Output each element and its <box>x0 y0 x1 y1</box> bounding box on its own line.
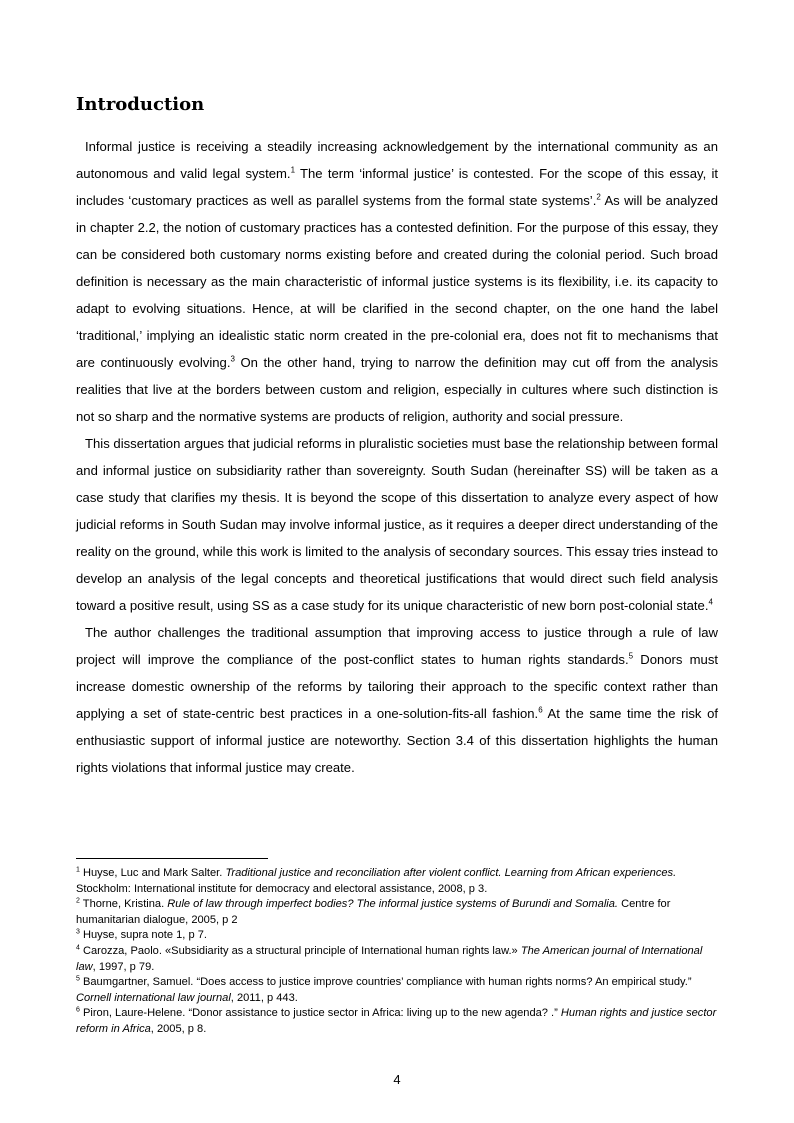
paragraph-3-sentence-2: Donors must increase domestic ownership of the reforms by tailoring their approach to the specific context rather than applying a set of state-centric best practices in a one-solution-fits-all fashion. <box>76 652 719 721</box>
footnote-text: Carozza, Paolo. «Subsidiarity as a structural principle of International human rights law.» <box>79 944 521 957</box>
footnote-text: Baumgartner, Samuel. “Does access to justice improve countries’ compliance with human rights norms? An empirical study.” <box>79 976 692 989</box>
footnote-text: Huyse, Luc and Mark Salter. <box>79 867 226 879</box>
footnote-title: Rule of law through imperfect bodies? The informal justice systems of Burundi and Somalia. <box>167 898 619 911</box>
footnote-number: 4 <box>76 944 80 952</box>
paragraph-1-sentence-3: As will be analyzed in chapter 2.2, the notion of customary practices has a contested definition. For the purpose of this essay, they can be considered both customary norms existing before and created during the colonial period. Such broad definition is necessary as the main characteristic of informal justice systems is its flexibility, i.e. its capacity to adapt to evolving situations. Hence, at will be clarified in the second chapter, on the one hand the label ‘traditional,’ implying an idealistic static norm created in the pre-colonial era, does not fit to mechanisms that are continuously evolving. <box>76 193 718 370</box>
paragraph-2 <box>76 430 718 619</box>
paragraph-1-sentence-2: The term ‘informal justice’ is contested. For the scope of this essay, it includes ‘customary practices as well as parallel systems from the formal state systems’. <box>76 166 718 208</box>
body-text <box>76 133 718 781</box>
footnote-text-end: , 2011, p 443. <box>230 991 298 1004</box>
section-heading: Introduction <box>76 94 205 115</box>
footnote-text-end: Centre for humanitarian dialogue, 2005, p 2 <box>76 898 671 926</box>
footnote-text-end: Stockholm: International institute for democracy and electoral assistance, 2008, p 3. <box>76 882 488 895</box>
footnote-title: Human rights and justice sector reform in Africa <box>76 1007 717 1035</box>
paragraph-1-sentence-1: Informal justice is receiving a steadily increasing acknowledgement by the international community as an autonomous and valid legal system. <box>76 139 718 181</box>
footnote-number: 2 <box>76 897 80 905</box>
paragraph-3-sentence-1: The author challenges the traditional assumption that improving access to justice through a rule of law project will improve the compliance of the post-conflict states to human rights standards. <box>76 625 718 667</box>
footnote-text: Thorne, Kristina. <box>79 898 168 911</box>
paragraph-3 <box>76 619 718 781</box>
footnote-number: 5 <box>76 975 80 983</box>
footnote-2 <box>76 897 722 928</box>
footnote-ref-1[interactable]: 1 <box>290 165 296 175</box>
footnote-6 <box>76 1006 722 1037</box>
footnote-ref-6[interactable]: 6 <box>538 705 543 715</box>
footnote-ref-3[interactable]: 3 <box>230 354 235 364</box>
paragraph-1 <box>76 133 718 430</box>
paragraph-1-sentence-4: On the other hand, trying to narrow the definition may cut off from the analysis realities that live at the borders between custom and religion, especially in cultures where such distinction is not so sharp and the normative systems are products of religion, authority and social pressure. <box>76 355 718 424</box>
footnote-title: Traditional justice and reconciliation after violent conflict. Learning from African experiences. <box>225 867 677 879</box>
footnote-text: Piron, Laure-Helene. “Donor assistance to justice sector in Africa: living up to the new agenda? .” <box>79 1007 561 1020</box>
paragraph-3-sentence-3: At the same time the risk of enthusiastic support of informal justice are noteworthy. Section 3.4 of this dissertation highlights the human rights violations that informal justice may create. <box>76 706 718 775</box>
footnote-ref-2[interactable]: 2 <box>596 192 601 202</box>
footnote-title: Cornell international law journal <box>76 991 231 1004</box>
footnote-5 <box>76 975 722 1006</box>
paragraph-2-text: This dissertation argues that judicial reforms in pluralistic societies must base the relationship between formal and informal justice on subsidiarity rather than sovereignty. South Sudan (hereinafter SS) will be taken as a case study that clarifies my thesis. It is beyond the scope of this dissertation to analyze every aspect of how judicial reforms in South Sudan may involve informal justice, as it requires a deeper direct understanding of the reality on the ground, while this work is limited to the analysis of secondary sources. This essay tries instead to develop an analysis of the legal concepts and theoretical justifications that would direct such field analysis toward a positive result, using SS as a case study for its unique characteristic of new born post-colonial state. <box>76 436 718 613</box>
footnote-separator <box>76 858 268 859</box>
footnote-text: Huyse, supra note 1, p 7. <box>79 929 207 942</box>
page-number: 4 <box>393 1072 401 1087</box>
footnote-text-end: , 1997, p 79. <box>92 960 155 973</box>
footnote-3 <box>76 928 722 944</box>
footnote-ref-4[interactable]: 4 <box>708 597 713 607</box>
footnotes <box>76 866 722 1038</box>
footnote-number: 6 <box>76 1006 80 1014</box>
footnote-title: The American journal of International law <box>76 944 703 973</box>
footnote-text-end: , 2005, p 8. <box>150 1022 207 1035</box>
footnote-number: 1 <box>76 866 80 874</box>
footnote-ref-5[interactable]: 5 <box>628 651 634 661</box>
footnote-1 <box>76 866 722 897</box>
footnote-4 <box>76 944 722 975</box>
footnote-number: 3 <box>76 928 80 936</box>
